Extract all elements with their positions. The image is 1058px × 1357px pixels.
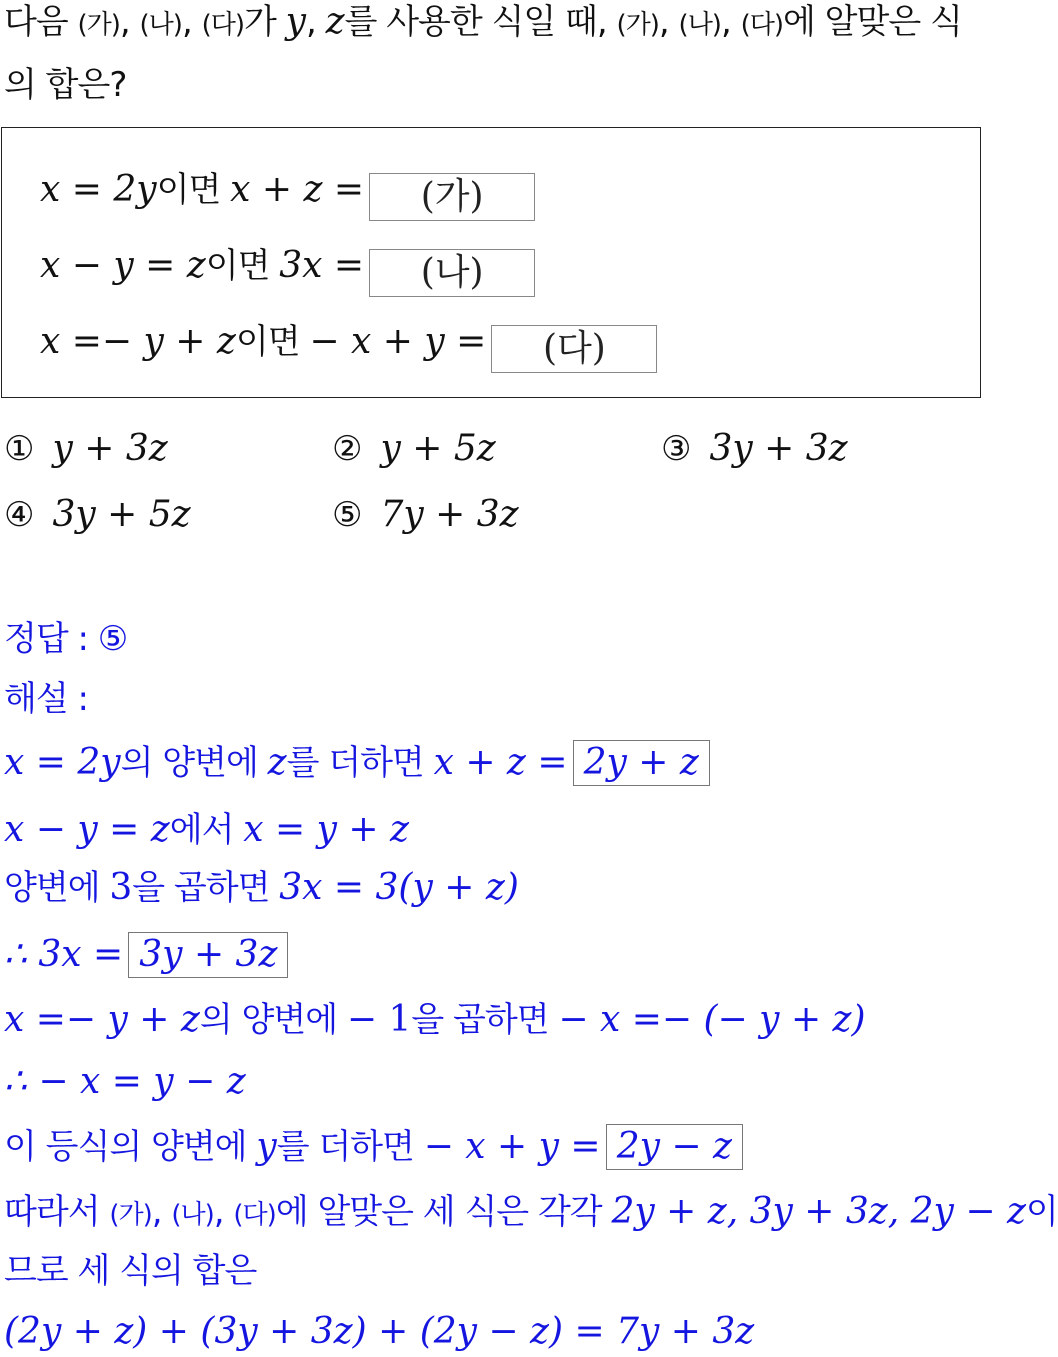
solution-step-8: 따라서 (가), (나), (다)에 알맞은 세 식은 각각 2y + z, 3y + 3z, 2y − z이 bbox=[4, 1191, 1058, 1232]
explanation-label: 해설 : bbox=[4, 679, 88, 719]
boxed-answer-ga: 2y + z bbox=[573, 740, 710, 786]
condition-row-1: x = 2y이면 x + z = (가) bbox=[40, 162, 535, 221]
boxed-answer-da: 2y − z bbox=[606, 1124, 743, 1170]
blank-da: (다) bbox=[491, 325, 657, 373]
condition-row-2: x − y = z이면 3x = (나) bbox=[40, 238, 535, 297]
solution-step-3: 양변에 3을 곱하면 3x = 3(y + z) bbox=[4, 867, 519, 908]
solution-step-1: x = 2y의 양변에 z를 더하면 x + z = 2y + z bbox=[4, 740, 710, 786]
condition-row-3: x =− y + z이면 − x + y = (다) bbox=[40, 314, 657, 373]
solution-step-2: x − y = z에서 x = y + z bbox=[4, 809, 409, 850]
question-text: 다음 bbox=[4, 2, 78, 42]
answer-line bbox=[4, 619, 128, 659]
question-text-2: 의 합은? bbox=[4, 65, 127, 105]
choice-3[interactable]: ③ 3y + 3z bbox=[661, 428, 848, 469]
question-line-2 bbox=[4, 65, 127, 105]
var-y: y bbox=[285, 1, 306, 42]
choice-1[interactable]: ① y + 3z bbox=[4, 428, 168, 469]
solution-step-9: 므로 세 식의 합은 bbox=[4, 1251, 257, 1291]
solution-step-5: x =− y + z의 양변에 − 1을 곱하면 − x =− (− y + z) bbox=[4, 999, 866, 1040]
blank-ga: (가) bbox=[369, 173, 535, 221]
question-line-1: 다음 (가), (나), (다)가 y, z를 사용한 식일 때, (가), (나), (다)에 알맞은 식 bbox=[4, 1, 962, 42]
choice-4[interactable]: ④ 3y + 5z bbox=[4, 494, 191, 535]
condition-box bbox=[1, 127, 981, 398]
solution-step-10: (2y + z) + (3y + 3z) + (2y − z) = 7y + 3z bbox=[4, 1311, 755, 1352]
solution-step-6: ∴ − x = y − z bbox=[4, 1061, 246, 1102]
choice-2[interactable]: ② y + 5z bbox=[332, 428, 496, 469]
tag-na: (나) bbox=[139, 10, 182, 40]
var-z: z bbox=[325, 1, 345, 42]
boxed-answer-na: 3y + 3z bbox=[128, 932, 288, 978]
answer-value: ⑤ bbox=[97, 619, 128, 659]
choice-5[interactable]: ⑤ 7y + 3z bbox=[332, 494, 519, 535]
tag-da: (다) bbox=[201, 10, 244, 40]
blank-na: (나) bbox=[369, 249, 535, 297]
solution-step-4: ∴ 3x = 3y + 3z bbox=[4, 932, 288, 978]
solution-step-7: 이 등식의 양변에 y를 더하면 − x + y = 2y − z bbox=[4, 1124, 743, 1170]
answer-label: 정답 : bbox=[4, 619, 98, 659]
tag-ga: (가) bbox=[77, 10, 120, 40]
